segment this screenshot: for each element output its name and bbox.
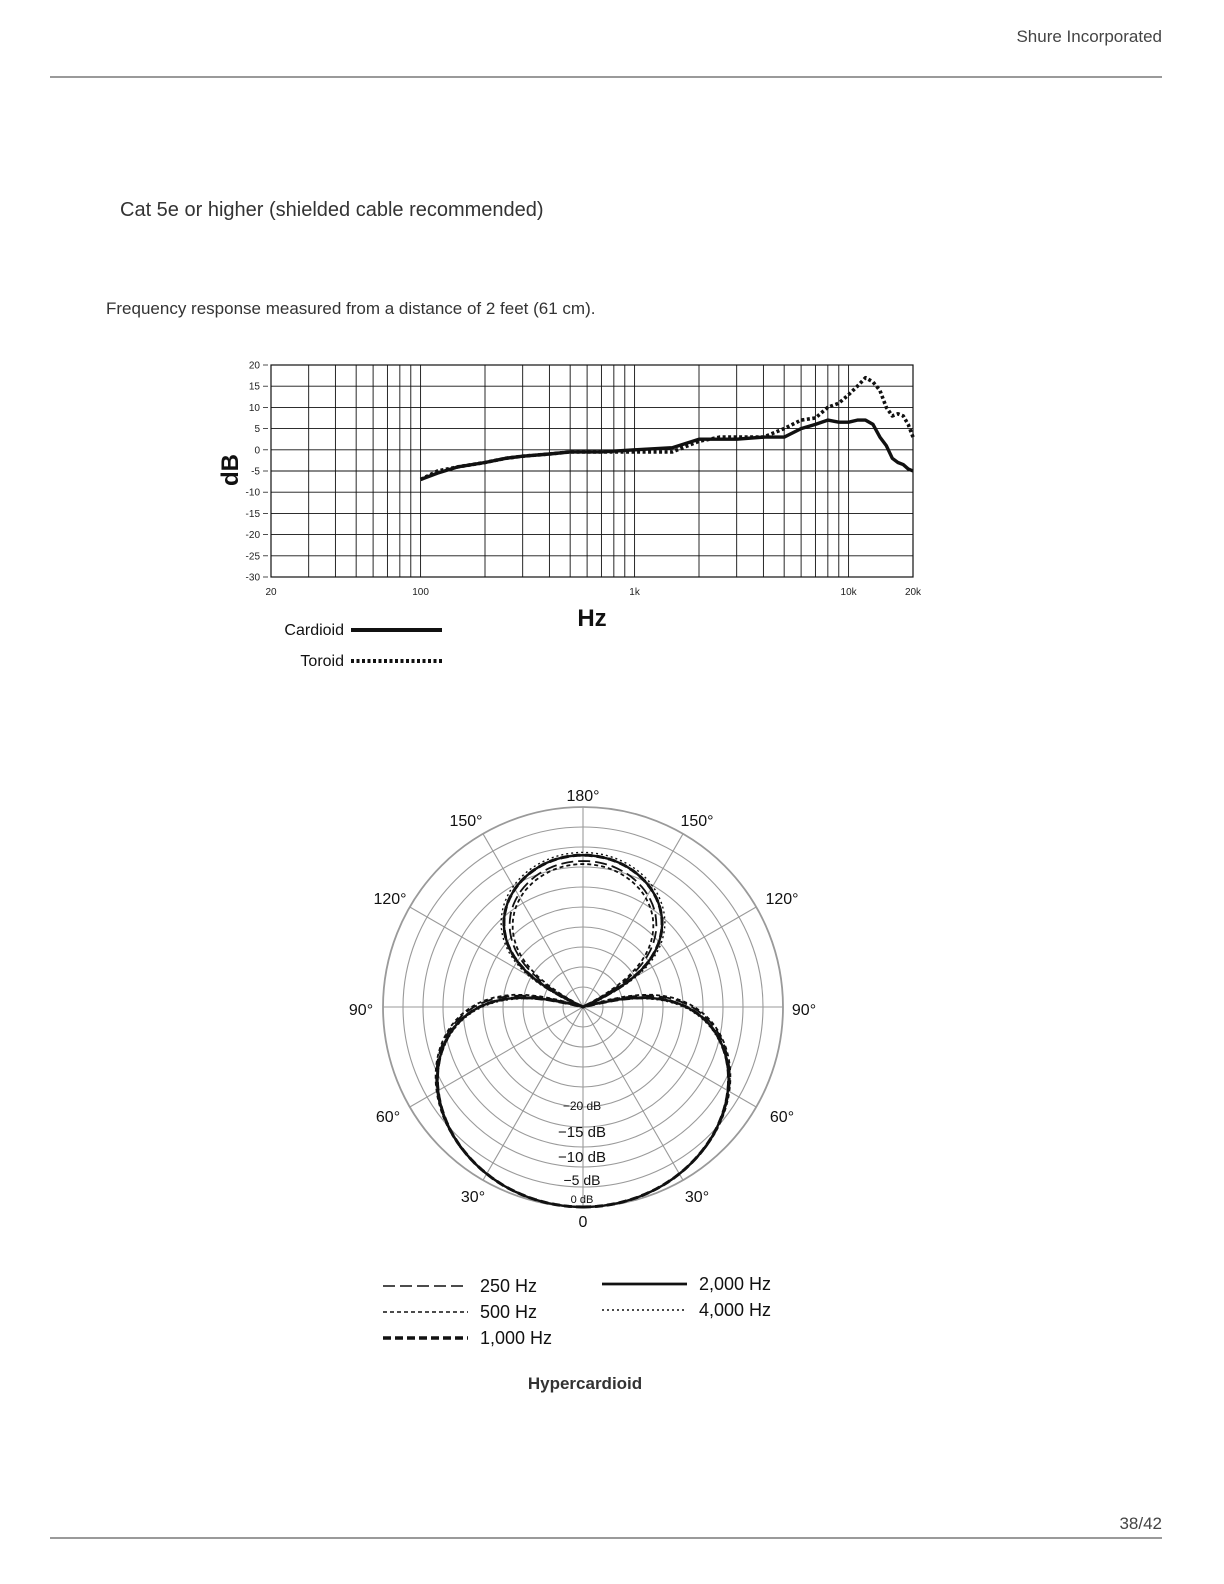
polar-pattern-caption: Hypercardioid bbox=[527, 1374, 643, 1393]
frequency-x-axis-label: Hz bbox=[577, 605, 607, 632]
polar-spoke bbox=[410, 1007, 583, 1107]
x-tick-label: 100 bbox=[412, 587, 429, 598]
y-tick-label: 0 bbox=[254, 445, 260, 457]
y-tick-label: -15 bbox=[245, 508, 260, 520]
polar-angle-label: 150° bbox=[680, 813, 714, 830]
polar-legend-label: 4,000 Hz bbox=[699, 1300, 772, 1320]
polar-angle-label: 150° bbox=[449, 813, 483, 830]
x-tick-label: 1k bbox=[629, 587, 640, 598]
x-tick-label: 20k bbox=[904, 587, 922, 598]
y-tick-label: -30 bbox=[245, 572, 260, 584]
y-tick-label: -10 bbox=[245, 487, 260, 499]
polar-angle-label: 60° bbox=[769, 1109, 795, 1126]
page-number: 38/42 bbox=[1119, 1514, 1162, 1533]
y-tick-label: 15 bbox=[248, 381, 260, 393]
cable-requirement-text: Cat 5e or higher (shielded cable recommended) bbox=[120, 199, 544, 221]
x-tick-label: 20 bbox=[265, 587, 277, 598]
polar-angle-label: 180° bbox=[566, 788, 600, 805]
polar-radial-labels bbox=[558, 1099, 606, 1206]
polar-angle-label: 90° bbox=[791, 1002, 817, 1019]
polar-radial-label: −20 dB bbox=[562, 1099, 602, 1113]
y-tick-label: 5 bbox=[254, 424, 260, 436]
polar-angle-label: 30° bbox=[684, 1189, 710, 1206]
polar-spoke bbox=[583, 834, 683, 1007]
y-tick-label: 20 bbox=[248, 360, 260, 372]
polar-spoke bbox=[583, 1007, 756, 1107]
polar-radial-label: −5 dB bbox=[563, 1172, 601, 1188]
polar-spoke bbox=[483, 834, 583, 1007]
polar-angle-label: 0 bbox=[578, 1214, 588, 1231]
x-tick-label: 10k bbox=[840, 587, 857, 598]
y-tick-label: -20 bbox=[245, 530, 260, 542]
polar-legend bbox=[383, 1274, 771, 1348]
frequency-y-axis-label: dB bbox=[217, 454, 244, 486]
y-tick-label: -5 bbox=[251, 466, 260, 478]
footer-divider bbox=[50, 1537, 1162, 1539]
polar-legend-label: 500 Hz bbox=[480, 1302, 538, 1322]
polar-angle-label: 90° bbox=[348, 1002, 374, 1019]
header-company-name: Shure Incorporated bbox=[1016, 27, 1162, 46]
polar-spoke bbox=[410, 907, 583, 1007]
legend-label-toroid: Toroid bbox=[300, 653, 344, 670]
polar-angle-label: 30° bbox=[460, 1189, 486, 1206]
polar-angle-label: 120° bbox=[765, 891, 799, 908]
polar-radial-label: −10 dB bbox=[558, 1149, 606, 1166]
polar-radial-label: 0 dB bbox=[570, 1194, 594, 1206]
polar-angle-label: 120° bbox=[373, 891, 407, 908]
polar-legend-label: 2,000 Hz bbox=[699, 1274, 772, 1294]
y-tick-label: 10 bbox=[248, 402, 260, 414]
polar-radial-label: −15 dB bbox=[558, 1124, 606, 1141]
frequency-response-caption: Frequency response measured from a distance of 2 feet (61 cm). bbox=[106, 299, 596, 318]
legend-label-cardioid: Cardioid bbox=[284, 622, 344, 639]
polar-legend-label: 1,000 Hz bbox=[480, 1328, 553, 1348]
y-tick-label: -25 bbox=[245, 551, 260, 563]
polar-legend-label: 250 Hz bbox=[480, 1276, 538, 1296]
polar-angle-label: 60° bbox=[375, 1109, 401, 1126]
